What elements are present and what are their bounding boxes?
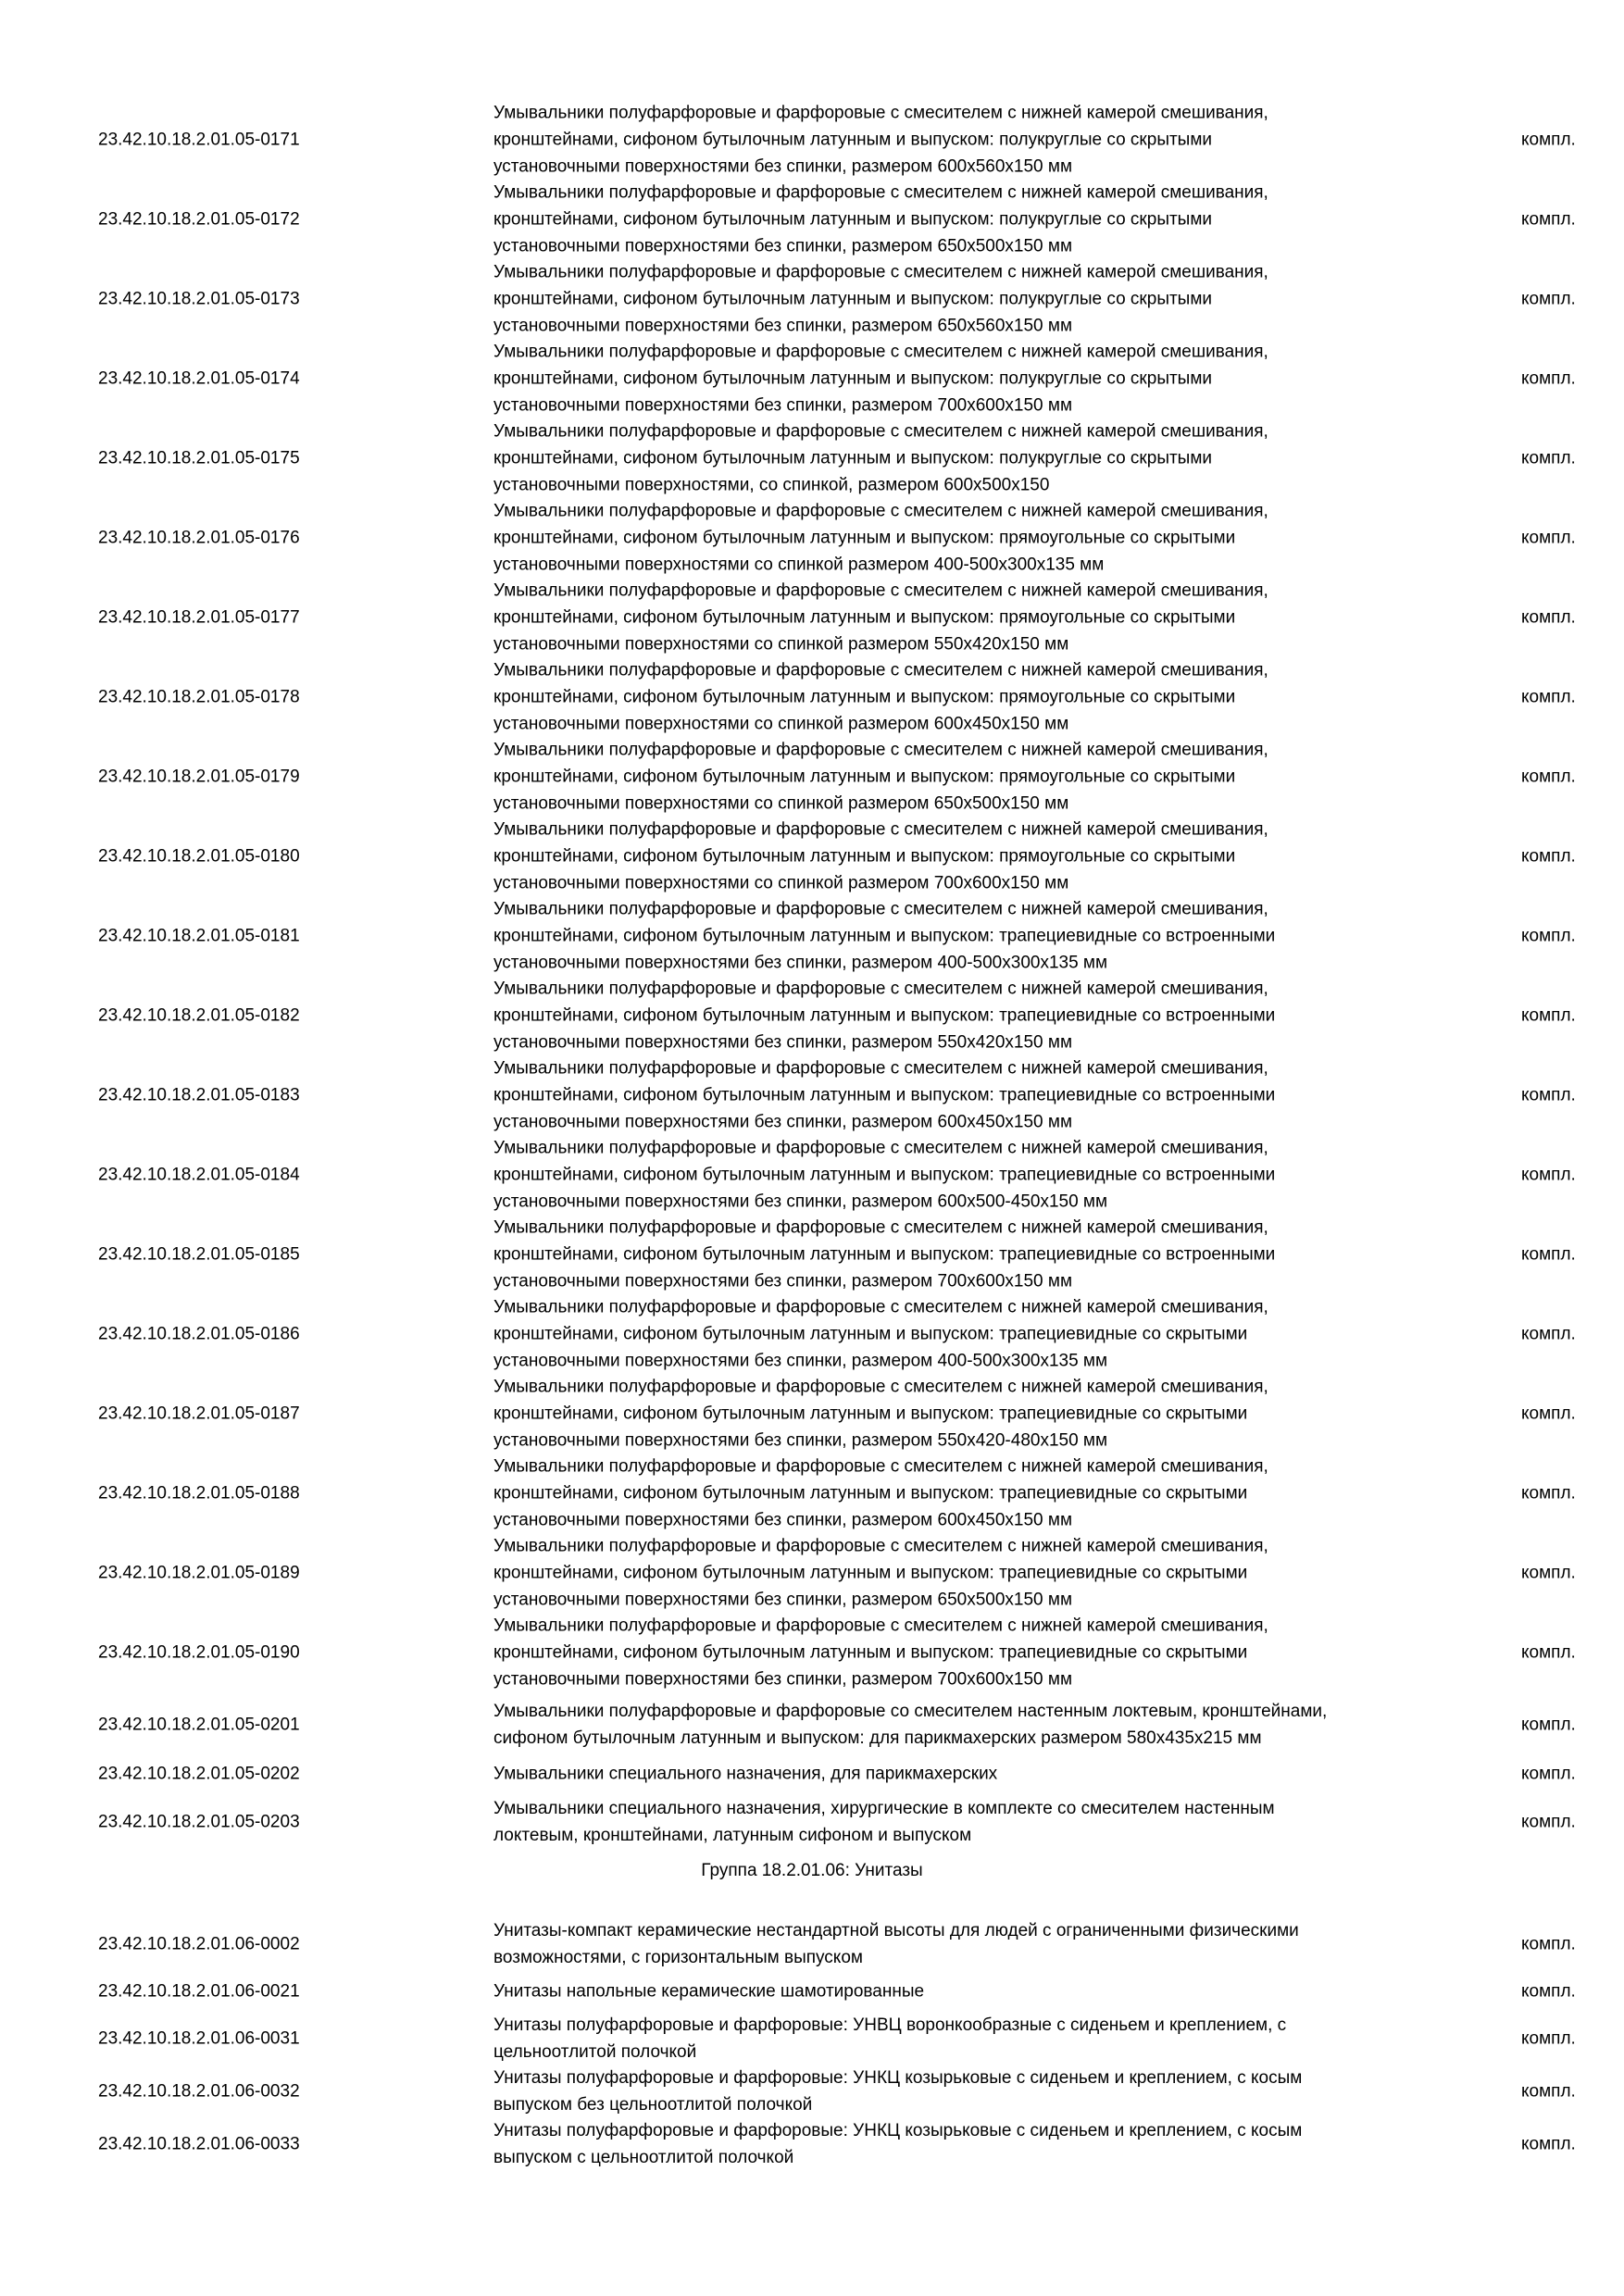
row-code: 23.42.10.18.2.01.05-0173: [98, 289, 300, 309]
row-unit: компл.: [1521, 926, 1576, 946]
row-description: Умывальники полуфарфоровые и фарфоровые с смесителем с нижней камерой смешивания, кронштейнами, сифоном бутылочным латунным и выпуском: прямоугольные со скрытыми установочными поверхностями со спинкой размером 700х600х150 мм: [493, 819, 1268, 893]
row-code: 23.42.10.18.2.01.05-0175: [98, 448, 300, 468]
row-description: Умывальники полуфарфоровые и фарфоровые с смесителем с нижней камерой смешивания, кронштейнами, сифоном бутылочным латунным и выпуском: трапециевидные со встроенными установочными поверхностями без спинки, размером 600х450х150 мм: [493, 1058, 1276, 1132]
group-heading: Группа 18.2.01.06: Унитазы: [701, 1861, 923, 1880]
row-description: Умывальники специального назначения, хирургические в комплекте со смесителем настенным локтевым, кронштейнами, латунным сифоном и выпуском: [493, 1799, 1275, 1845]
row-description: Унитазы полуфарфоровые и фарфоровые: УНКЦ козырьковые с сиденьем и креплением, с косым выпуском без цельноотлитой полочкой: [493, 2068, 1303, 2115]
row-unit: компл.: [1521, 1085, 1576, 1105]
row-code: 23.42.10.18.2.01.05-0203: [98, 1812, 300, 1832]
row-description: Умывальники полуфарфоровые и фарфоровые с смесителем с нижней камерой смешивания, кронштейнами, сифоном бутылочным латунным и выпуском: трапециевидные со встроенными установочными поверхностями без спинки, размером 550х420х150 мм: [493, 979, 1276, 1053]
row-description: Умывальники полуфарфоровые и фарфоровые с смесителем с нижней камерой смешивания, кронштейнами, сифоном бутылочным латунным и выпуском: полукруглые со скрытыми установочными поверхностями без спинки, размером 650х560х150 мм: [493, 262, 1268, 336]
table-row: [0, 1054, 1624, 1137]
table-row: [0, 815, 1624, 898]
row-description: Умывальники полуфарфоровые и фарфоровые с смесителем с нижней камерой смешивания, кронштейнами, сифоном бутылочным латунным и выпуском: полукруглые со скрытыми установочными поверхностями без спинки, размером 700х600х150 мм: [493, 342, 1268, 416]
table-row: [0, 894, 1624, 978]
row-unit: компл.: [1521, 448, 1576, 468]
row-code: 23.42.10.18.2.01.05-0202: [98, 1764, 300, 1784]
row-description: Умывальники полуфарфоровые и фарфоровые с смесителем с нижней камерой смешивания, кронштейнами, сифоном бутылочным латунным и выпуском: трапециевидные со встроенными установочными поверхностями без спинки, размером 700х600х150 мм: [493, 1217, 1276, 1292]
row-unit: компл.: [1521, 1764, 1576, 1784]
row-code: 23.42.10.18.2.01.05-0178: [98, 687, 300, 707]
row-unit: компл.: [1521, 209, 1576, 230]
table-row: [0, 1213, 1624, 1296]
table-row: [0, 576, 1624, 659]
row-description: Умывальники полуфарфоровые и фарфоровые с смесителем с нижней камерой смешивания, кронштейнами, сифоном бутылочным латунным и выпуском: прямоугольные со скрытыми установочными поверхностями со спинкой размером 600х450х150 мм: [493, 660, 1268, 734]
row-code: 23.42.10.18.2.01.06-0033: [98, 2134, 300, 2154]
row-code: 23.42.10.18.2.01.05-0171: [98, 130, 300, 150]
row-code: 23.42.10.18.2.01.05-0184: [98, 1165, 300, 1185]
row-code: 23.42.10.18.2.01.05-0174: [98, 368, 300, 389]
row-unit: компл.: [1521, 1324, 1576, 1344]
table-row: [0, 1611, 1624, 1694]
row-description: Умывальники полуфарфоровые и фарфоровые с смесителем с нижней камерой смешивания, кронштейнами, сифоном бутылочным латунным и выпуском: прямоугольные со скрытыми установочными поверхностями со спинкой размером 400-500х300х135 мм: [493, 501, 1268, 575]
row-description: Умывальники полуфарфоровые и фарфоровые с смесителем с нижней камерой смешивания, кронштейнами, сифоном бутылочным латунным и выпуском: трапециевидные со скрытыми установочными поверхностями без спинки, размером 400-500х300х135 мм: [493, 1297, 1268, 1371]
row-description: Умывальники полуфарфоровые и фарфоровые со смесителем настенным локтевым, кронштейнами, сифоном бутылочным латунным и выпуском: для парикмахерских размером 580х435х215 мм: [493, 1702, 1328, 1748]
row-code: 23.42.10.18.2.01.05-0181: [98, 926, 300, 946]
row-description: Умывальники полуфарфоровые и фарфоровые с смесителем с нижней камерой смешивания, кронштейнами, сифоном бутылочным латунным и выпуском: трапециевидные со встроенными установочными поверхностями без спинки, размером 400-500х300х135 мм: [493, 899, 1276, 973]
table-row: [0, 1759, 1624, 1789]
row-description: Умывальники полуфарфоровые и фарфоровые с смесителем с нижней камерой смешивания, кронштейнами, сифоном бутылочным латунным и выпуском: трапециевидные со встроенными установочными поверхностями без спинки, размером 600х500-450х150 мм: [493, 1138, 1276, 1212]
row-unit: компл.: [1521, 687, 1576, 707]
row-code: 23.42.10.18.2.01.05-0176: [98, 528, 300, 548]
row-description: Унитазы полуфарфоровые и фарфоровые: УНКЦ козырьковые с сиденьем и креплением, с косым выпуском с цельноотлитой полочкой: [493, 2121, 1303, 2167]
row-code: 23.42.10.18.2.01.06-0002: [98, 1934, 300, 1954]
row-code: 23.42.10.18.2.01.05-0190: [98, 1642, 300, 1663]
row-description: Умывальники полуфарфоровые и фарфоровые с смесителем с нижней камерой смешивания, кронштейнами, сифоном бутылочным латунным и выпуском: трапециевидные со скрытыми установочными поверхностями без спинки, размером 550х420-480х150 мм: [493, 1377, 1268, 1451]
table-row: [0, 2011, 1624, 2066]
row-unit: компл.: [1521, 2028, 1576, 2049]
table-row: [0, 496, 1624, 580]
table-row: [0, 1531, 1624, 1615]
table-row: [0, 337, 1624, 420]
row-unit: компл.: [1521, 1715, 1576, 1735]
table-row: [0, 417, 1624, 500]
row-unit: компл.: [1521, 1244, 1576, 1265]
table-row: [0, 655, 1624, 739]
table-row: [0, 1697, 1624, 1753]
row-description: Умывальники полуфарфоровые и фарфоровые с смесителем с нижней камерой смешивания, кронштейнами, сифоном бутылочным латунным и выпуском: трапециевидные со скрытыми установочными поверхностями без спинки, размером 650х500х150 мм: [493, 1536, 1268, 1610]
table-row: [0, 1372, 1624, 1455]
row-unit: компл.: [1521, 1563, 1576, 1583]
row-code: 23.42.10.18.2.01.06-0031: [98, 2028, 300, 2049]
table-row: [0, 1794, 1624, 1850]
row-description: Умывальники полуфарфоровые и фарфоровые с смесителем с нижней камерой смешивания, кронштейнами, сифоном бутылочным латунным и выпуском: полукруглые со скрытыми установочными поверхностями без спинки, размером 600х560х150 мм: [493, 103, 1268, 177]
table-row: [0, 2116, 1624, 2172]
row-description: Умывальники полуфарфоровые и фарфоровые с смесителем с нижней камерой смешивания, кронштейнами, сифоном бутылочным латунным и выпуском: прямоугольные со скрытыми установочными поверхностями со спинкой размером 650х500х150 мм: [493, 740, 1268, 814]
table-row: [0, 1292, 1624, 1376]
row-description: Умывальники полуфарфоровые и фарфоровые с смесителем с нижней камерой смешивания, кронштейнами, сифоном бутылочным латунным и выпуском: прямоугольные со скрытыми установочными поверхностями со спинкой размером 550х420х150 мм: [493, 580, 1268, 655]
row-code: 23.42.10.18.2.01.05-0185: [98, 1244, 300, 1265]
row-description: Умывальники полуфарфоровые и фарфоровые с смесителем с нижней камерой смешивания, кронштейнами, сифоном бутылочным латунным и выпуском: трапециевидные со скрытыми установочными поверхностями без спинки, размером 700х600х150 мм: [493, 1616, 1268, 1690]
row-code: 23.42.10.18.2.01.05-0189: [98, 1563, 300, 1583]
table-row: [0, 2064, 1624, 2119]
table-row: [0, 178, 1624, 261]
row-unit: компл.: [1521, 289, 1576, 309]
table-row: [0, 1916, 1624, 1972]
row-unit: компл.: [1521, 2081, 1576, 2102]
row-unit: компл.: [1521, 1934, 1576, 1954]
row-code: 23.42.10.18.2.01.05-0182: [98, 1005, 300, 1026]
row-unit: компл.: [1521, 1483, 1576, 1504]
row-description: Унитазы полуфарфоровые и фарфоровые: УНВЦ воронкообразные с сиденьем и креплением, с цельноотлитой полочкой: [493, 2015, 1287, 2062]
row-unit: компл.: [1521, 767, 1576, 787]
row-description: Унитазы-компакт керамические нестандартной высоты для людей с ограниченными физическими возможностями, с горизонтальным выпуском: [493, 1921, 1299, 1967]
row-code: 23.42.10.18.2.01.05-0188: [98, 1483, 300, 1504]
row-description: Умывальники полуфарфоровые и фарфоровые с смесителем с нижней камерой смешивания, кронштейнами, сифоном бутылочным латунным и выпуском: полукруглые со скрытыми установочными поверхностями, со спинкой, размером 600х500х150: [493, 421, 1268, 495]
table-row: [0, 735, 1624, 818]
row-description: Умывальники специального назначения, для парикмахерских: [493, 1764, 998, 1784]
row-unit: компл.: [1521, 1005, 1576, 1026]
row-description: Унитазы напольные керамические шамотированные: [493, 1981, 925, 2002]
table-row: [0, 974, 1624, 1057]
row-code: 23.42.10.18.2.01.05-0186: [98, 1324, 300, 1344]
row-code: 23.42.10.18.2.01.06-0021: [98, 1981, 300, 2002]
row-code: 23.42.10.18.2.01.05-0201: [98, 1715, 300, 1735]
row-code: 23.42.10.18.2.01.05-0172: [98, 209, 300, 230]
row-unit: компл.: [1521, 1404, 1576, 1424]
table-row: [0, 257, 1624, 341]
row-unit: компл.: [1521, 528, 1576, 548]
row-unit: компл.: [1521, 1165, 1576, 1185]
table-row: [0, 98, 1624, 181]
table-row: [0, 1977, 1624, 2006]
row-unit: компл.: [1521, 846, 1576, 867]
row-unit: компл.: [1521, 1642, 1576, 1663]
row-description: Умывальники полуфарфоровые и фарфоровые с смесителем с нижней камерой смешивания, кронштейнами, сифоном бутылочным латунным и выпуском: полукруглые со скрытыми установочными поверхностями без спинки, размером 650х500х150 мм: [493, 182, 1268, 256]
row-unit: компл.: [1521, 607, 1576, 628]
row-unit: компл.: [1521, 130, 1576, 150]
table-row: [0, 1452, 1624, 1535]
row-code: 23.42.10.18.2.01.05-0187: [98, 1404, 300, 1424]
row-code: 23.42.10.18.2.01.05-0177: [98, 607, 300, 628]
row-code: 23.42.10.18.2.01.05-0180: [98, 846, 300, 867]
row-unit: компл.: [1521, 368, 1576, 389]
row-unit: компл.: [1521, 1812, 1576, 1832]
table-row: [0, 1133, 1624, 1217]
row-code: 23.42.10.18.2.01.05-0179: [98, 767, 300, 787]
row-code: 23.42.10.18.2.01.06-0032: [98, 2081, 300, 2102]
row-description: Умывальники полуфарфоровые и фарфоровые с смесителем с нижней камерой смешивания, кронштейнами, сифоном бутылочным латунным и выпуском: трапециевидные со скрытыми установочными поверхностями без спинки, размером 600х450х150 мм: [493, 1456, 1268, 1530]
row-code: 23.42.10.18.2.01.05-0183: [98, 1085, 300, 1105]
row-unit: компл.: [1521, 2134, 1576, 2154]
row-unit: компл.: [1521, 1981, 1576, 2002]
